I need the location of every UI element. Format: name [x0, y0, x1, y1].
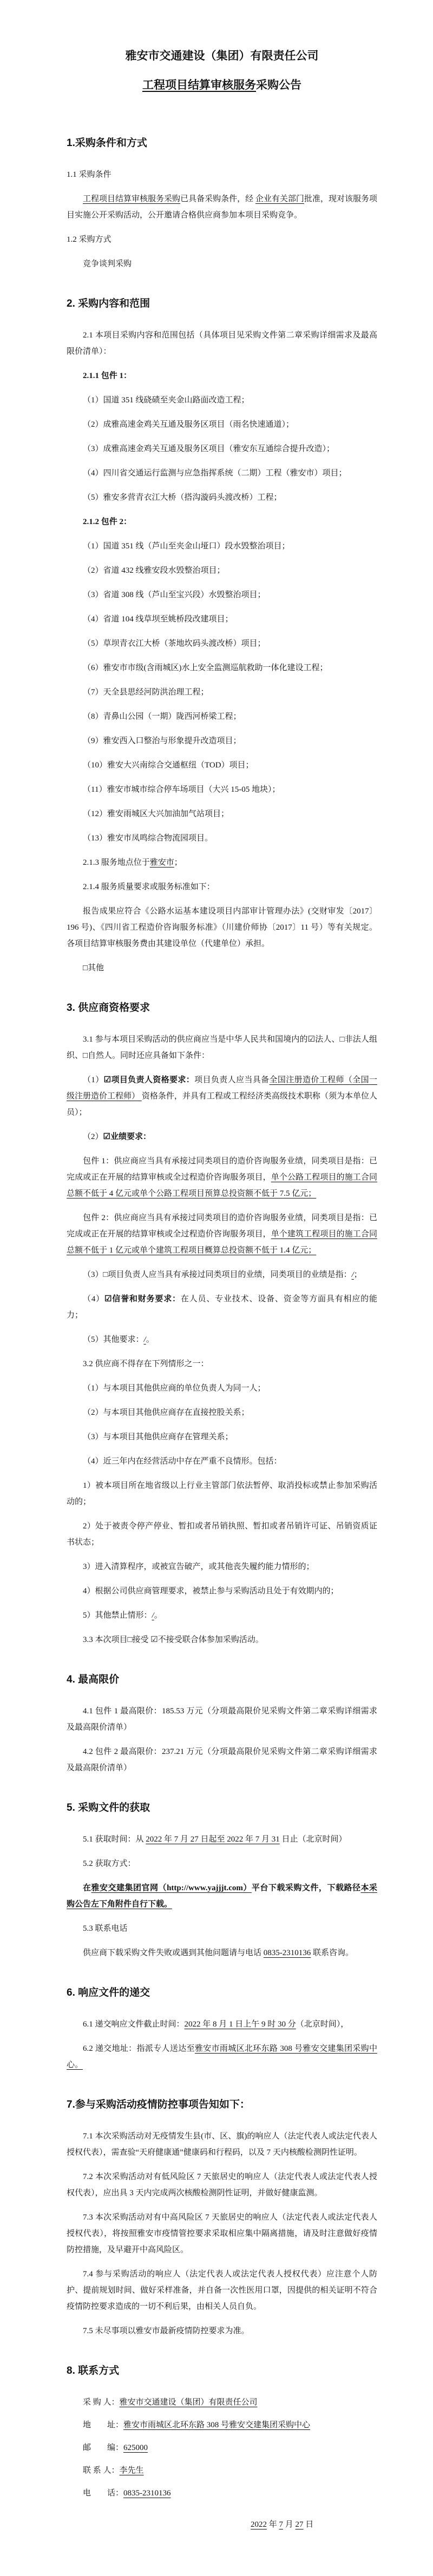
- phone-value: 0835-2310136: [123, 2489, 171, 2498]
- restriction-item: （3）与本项目其他供应商存在管理关系；: [83, 1433, 233, 1441]
- text-segment: 供应商下载采购文件失败或遇到其他问题请与电话: [83, 1949, 264, 1957]
- clause-5-2-label: 5.2 获取方式：: [83, 1859, 136, 1868]
- text-segment: 5.1 获取时间：从: [83, 1835, 146, 1844]
- covid-rule-paragraph: 7.4 参与采购活动的响应人（法定代表人或法定代表人授权代表）应注意个人防护、提前规划时间、做好采样准备，并自备一次性医用口罩，因提供的相关证明不符合疫情防控要求造成的一切不利后果，由相关人员自负。: [67, 2270, 377, 2311]
- section-5-heading: 5. 采购文件的获取: [67, 1802, 150, 1813]
- package-1-threshold: 单个公路工程项目的施工合同总额不低于 4 亿元或单个公路工程项目预算总投资额不低于 7.5 亿元；: [67, 1173, 377, 1198]
- package-1-price-cap: 4.1 包件 1 最高限价：185.53 万元（分项最高限价见采购文件第二章采购详细需求及最高限价清单）: [67, 1707, 377, 1732]
- help-phone-paragraph: [67, 1945, 377, 1961]
- qualification-item-1: [67, 1072, 377, 1121]
- restriction-subitem: 2）处于被责令停产停业、暂扣或者吊销执照、暂扣或者吊销许可证、吊销资质证书状态；: [67, 1522, 377, 1547]
- help-phone-number: 0835-2310136: [263, 1949, 311, 1957]
- issue-date: [251, 2517, 377, 2533]
- document-obtain-time: [67, 1831, 377, 1847]
- text-segment: 包件 1：供应商应当具有承接过同类项目的造价咨询服务业绩，同类项目是指：已完成或正在开展的结算审核或全过程造价咨询服务项目，: [67, 1157, 377, 1182]
- section-2-heading: 2. 采购内容和范围: [67, 298, 150, 309]
- qualification-item-2: [67, 1129, 377, 1145]
- clause-2-1-4-paragraph: 2.1.4 服务质量要求或服务标准如下：: [83, 883, 215, 891]
- restriction-item: （1）与本项目其他供应商的单位负责人为同一人；: [83, 1384, 266, 1393]
- section-1-heading: 1.采购条件和方式: [67, 137, 147, 149]
- text-segment: 包件 2：供应商应当具有承接过同类项目的造价咨询服务业绩，同类项目是指：已完成或正在开展的结算审核或全过程造价咨询服务项目，: [67, 1214, 377, 1239]
- text-segment: 在人员、专业技术、设备、资金等方面具有相应的能力；: [67, 1295, 377, 1320]
- package-2-item: （4）省道 104 线草坝至姚桥段改建项目；: [83, 615, 233, 624]
- address-row: [67, 2417, 377, 2433]
- package-2-item: （9）雅安西入口整治与形象提升改造项目；: [83, 737, 241, 745]
- text-segment: 项目负责人应当具备: [194, 1076, 270, 1084]
- text-segment: 批准，现对该服务项目实施公开采购活动，公开邀请合格供应商参加本项目采购竞争。: [67, 195, 377, 220]
- package-2-item: （6）雅安市市级(含雨城区)水上安全监测巡航救助一体化建设工程；: [83, 664, 328, 672]
- text-segment: （北京时间），: [296, 2020, 349, 2029]
- restriction-subitem: 3）进入清算程序，或被宣告破产，或其他丧失履约能力情形的；: [83, 1562, 314, 1571]
- restriction-item: （4）近三年内在经营活动中存在严重不良情形。包括：: [83, 1457, 282, 1466]
- slash-placeholder: /: [143, 1335, 146, 1344]
- text-segment: 5）其他禁止情形：: [83, 1611, 152, 1620]
- package-2-item: （8）青鼻山公园（一期）陇西河桥梁工程；: [83, 712, 241, 721]
- clause-1-2-label: 1.2 采购方式: [67, 235, 111, 244]
- other-checkbox-line: □其他: [83, 964, 104, 972]
- slash-placeholder: /: [152, 1611, 154, 1620]
- section-6-heading: 6. 响应文件的递交: [67, 1987, 150, 1998]
- section-4-heading: 4. 最高限价: [67, 1674, 120, 1685]
- package-2-item: （12）雅安雨城区大兴加油加气站项目；: [83, 810, 229, 818]
- package-2-price-cap: 4.2 包件 2 最高限价：237.21 万元（分项最高限价见采购文件第二章采购详细需求及最高限价清单）: [67, 1747, 377, 1772]
- section-7-heading: 7.参与采购活动疫情防控事项告知如下：: [67, 2099, 250, 2110]
- leader-qualification-label: ☑项目负责人资格要求：: [103, 1076, 195, 1084]
- slash-placeholder: /: [351, 1270, 354, 1279]
- delivery-address: 雅安市雨城区北环东路 308 号雅安交建集团采购中心。: [67, 2044, 377, 2069]
- doc-title-underlined-part: 工程项目结算审核服务: [142, 79, 256, 91]
- text-segment: 平台下载采购文件，下载路径: [251, 1884, 361, 1892]
- approver-name: 企业有关部门: [255, 195, 304, 203]
- text-segment: （4）: [83, 1295, 104, 1303]
- text-segment: 在: [83, 1884, 91, 1892]
- clause-2-1-paragraph: 2.1 本项目采购内容和范围包括（具体项目见采购文件第二章采购详细需求及最高限价清单）：: [67, 331, 377, 356]
- restriction-item: （2）与本项目其他供应商存在直接控股关系；: [83, 1408, 250, 1417]
- package-2-item: （5）草坝青衣江大桥（茶地坎码头渡改桥）项目；: [83, 639, 266, 648]
- service-location: 雅安市: [149, 858, 174, 867]
- text-segment: 月: [283, 2520, 296, 2529]
- issue-date-month: 7: [279, 2520, 284, 2529]
- clause-3-1-paragraph: 3.1 参与本项目采购活动的供应商应当是中华人民共和国境内的☑法人、□非法人组织、□自然人。同时还应具备如下条件：: [67, 1035, 377, 1060]
- text-segment: ；: [353, 1270, 362, 1279]
- postcode-value: 625000: [123, 2443, 148, 2452]
- text-segment: 6.2 递交地址：指派专人送达至: [83, 2044, 195, 2053]
- package-2-item: （3）省道 308 线（芦山至宝兴段）水毁整治项目；: [83, 591, 266, 599]
- doc-title-line2: [67, 77, 377, 94]
- doc-title-rest: 采购公告: [256, 79, 301, 91]
- clause-1-1-label: 1.1 采购条件: [67, 170, 111, 179]
- package-2-item: （7）天全县思经河防洪治理工程；: [83, 688, 209, 697]
- package-2-item: （13）雅安市凤鸣综合物流园项目。: [83, 834, 213, 843]
- covid-rule-paragraph: 7.5 未尽事项以雅安市最新疫情防控要求为准。: [83, 2327, 250, 2335]
- procurement-method: 竞争谈判采购: [83, 260, 132, 268]
- address-value: 雅安市雨城区北环东路 308 号雅安交建集团采购中心: [123, 2421, 311, 2429]
- download-path: 本采购公告左下角附件自行下载。: [67, 1884, 377, 1909]
- text-segment: （2）: [83, 1133, 103, 1141]
- text-segment: （5）其他要求：: [83, 1335, 144, 1344]
- phone-row: [67, 2485, 377, 2501]
- postcode-label: 邮 编：: [83, 2443, 124, 2452]
- package-2-item: （11）雅安市城市综合停车场项目（大兴 15-05 地块）；: [83, 785, 280, 794]
- text-segment: （1）: [83, 1076, 104, 1084]
- restriction-subitem: 1）被本项目所在地省级以上行业主管部门依法暂停、取消投标或禁止参加采购活动的；: [67, 1481, 377, 1506]
- download-instruction: [67, 1880, 377, 1912]
- text-segment: 6.1 递交响应文件截止时间：: [83, 2020, 185, 2029]
- package-1-item: （2）成雅高速金鸡关互通及服务区项目（雨名快速通道）；: [83, 420, 294, 429]
- qualification-item-5: [67, 1332, 377, 1348]
- package-1-item: （4）四川省交通运行监测与应急指挥系统（二期）工程（雅安市）项目；: [83, 469, 347, 478]
- text-segment: 已具备采购条件，经: [180, 195, 255, 203]
- credit-finance-label: ☑信誉和财务要求：: [104, 1295, 181, 1303]
- engineer-certificate: 全国注册造价工程师（全国一级注册造价工程师）: [67, 1076, 377, 1101]
- text-segment: 2.1.3 服务地点位于: [83, 858, 150, 867]
- doc-title-line1: 雅安市交通建设（集团）有限责任公司: [125, 50, 319, 62]
- text-segment: 日止（北京时间）: [279, 1835, 347, 1844]
- text-segment: ；: [174, 858, 182, 867]
- address-label: 地 址：: [83, 2421, 124, 2429]
- obtain-date-range: 2022 年 7 月 27 日起至 2022 年 7 月 31: [146, 1835, 280, 1844]
- package-1-item: （1）国道 351 线硗碛至夹金山路面改造工程；: [83, 396, 250, 405]
- clause-5-3-label: 5.3 联系电话: [83, 1924, 128, 1933]
- package-2-performance: [67, 1210, 377, 1259]
- buyer-label: 采 购 人：: [83, 2398, 120, 2407]
- contact-person-row: [67, 2462, 377, 2479]
- section-3-heading: 3. 供应商资格要求: [67, 1002, 150, 1014]
- procurement-name: 工程项目结算审核服务采购: [83, 195, 181, 203]
- submission-address: [67, 2041, 377, 2073]
- clause-2-1-3-paragraph: [67, 855, 377, 871]
- package-1-performance: [67, 1153, 377, 1202]
- covid-rule-paragraph: 7.2 本次采购活动对有低风险区 7 天旅居史的响应人（法定代表人或法定代表人授权代表），应出具 3 天内完成两次核酸检测阴性证明，并做好健康监测。: [67, 2173, 377, 2197]
- text-segment: 年: [267, 2520, 279, 2529]
- package-2-item: （2）省道 432 线雅安段水毁整治项目；: [83, 566, 225, 575]
- qualification-item-4: [67, 1291, 377, 1323]
- deadline-date: 2022 年 8 月 1 日上午 9 时 30 分: [184, 2020, 296, 2029]
- performance-requirement-label: ☑业绩要求：: [103, 1133, 151, 1141]
- qualification-item-3: [67, 1267, 377, 1283]
- text-segment: 。: [146, 1335, 154, 1344]
- clause-3-2-paragraph: 3.2 供应商不得存在下列情形之一：: [83, 1360, 209, 1368]
- buyer-company-name: 雅安市交通建设（集团）有限责任公司: [119, 2398, 258, 2407]
- text-segment: 日: [303, 2520, 314, 2529]
- package-1-label: 2.1.1 包件 1：: [83, 372, 132, 380]
- clause-1-1-paragraph: [67, 191, 377, 223]
- text-segment: 。: [154, 1611, 162, 1620]
- restriction-subitem: 4）根据公司供应商管理要求，被禁止参与采购活动且处于有效期内的；: [83, 1587, 339, 1595]
- submission-deadline: [67, 2016, 377, 2032]
- text-segment: （3）□项目负责人应当具有承接过同类项目的业绩，同类项目的业绩是指：: [83, 1270, 352, 1279]
- issue-date-day: 27: [295, 2520, 304, 2529]
- contact-person-value: 李先生: [119, 2466, 144, 2475]
- package-2-threshold: 单个建筑工程项目的施工合同总额不低于 1 亿元或单个建筑工程项目概算总投资额不低于 1.4 亿元；: [67, 1230, 377, 1255]
- package-2-label: 2.1.2 包件 2：: [83, 518, 132, 526]
- text-segment: 资格条件，并具有工程或工程经济类高级技术职称（须为本单位人员）；: [67, 1092, 377, 1117]
- contact-person-label: 联 系 人：: [83, 2466, 120, 2475]
- postcode-row: [67, 2440, 377, 2456]
- buyer-row: [67, 2394, 377, 2411]
- package-2-item: （1）国道 351 线（芦山至夹金山垭口）段水毁整治项目；: [83, 542, 290, 551]
- restriction-subitem-5: [67, 1607, 377, 1624]
- covid-rule-paragraph: 7.3 本次采购活动对有中高风险区 7 天旅居史的响应人（法定代表人或法定代表人授权代表），将按照雅安市疫情管控要求采取相应集中隔离措施，请及时注意做好疫情防控措施，及早避开中高风险区。: [67, 2213, 377, 2254]
- text-segment: 联系咨询。: [311, 1949, 354, 1957]
- contact-block: [67, 2394, 377, 2501]
- phone-label: 电 话：: [83, 2489, 124, 2498]
- section-8-heading: 8. 联系方式: [67, 2365, 120, 2376]
- download-url: 雅安交建集团官网（http://www.yajjjt.com）: [91, 1884, 252, 1892]
- package-1-item: （5）雅安多营青衣江大桥（搭沟漩码头渡改桥）工程；: [83, 493, 282, 502]
- service-standard-paragraph: 报告成果应符合《公路水运基本建设项目内部审计管理办法》(交财审发〔2017〕196 号)、《四川省工程造价咨询服务标准》（川建价师协〔2017〕11 号）等有关规定。各项目结算审核服务费由其建设单位（代建单位）承担。: [67, 907, 377, 948]
- package-2-item: （10）雅安大兴南综合交通枢纽（TOD）项目；: [83, 761, 254, 770]
- covid-rule-paragraph: 7.1 本次采购活动对无疫情发生县(市、区、旗)的响应人（法定代表人或法定代表人授权代表），需查验“天府健康通”健康码和行程码，以及 7 天内核酸检测阴性证明。: [67, 2132, 377, 2157]
- issue-date-year: 2022: [251, 2520, 267, 2529]
- package-1-item: （3）成雅高速金鸡关互通及服务区项目（雅安东互通综合提升改造）；: [83, 445, 335, 453]
- clause-3-3-paragraph: 3.3 本次项目□接受 ☑不接受联合体参加采购活动。: [83, 1635, 264, 1644]
